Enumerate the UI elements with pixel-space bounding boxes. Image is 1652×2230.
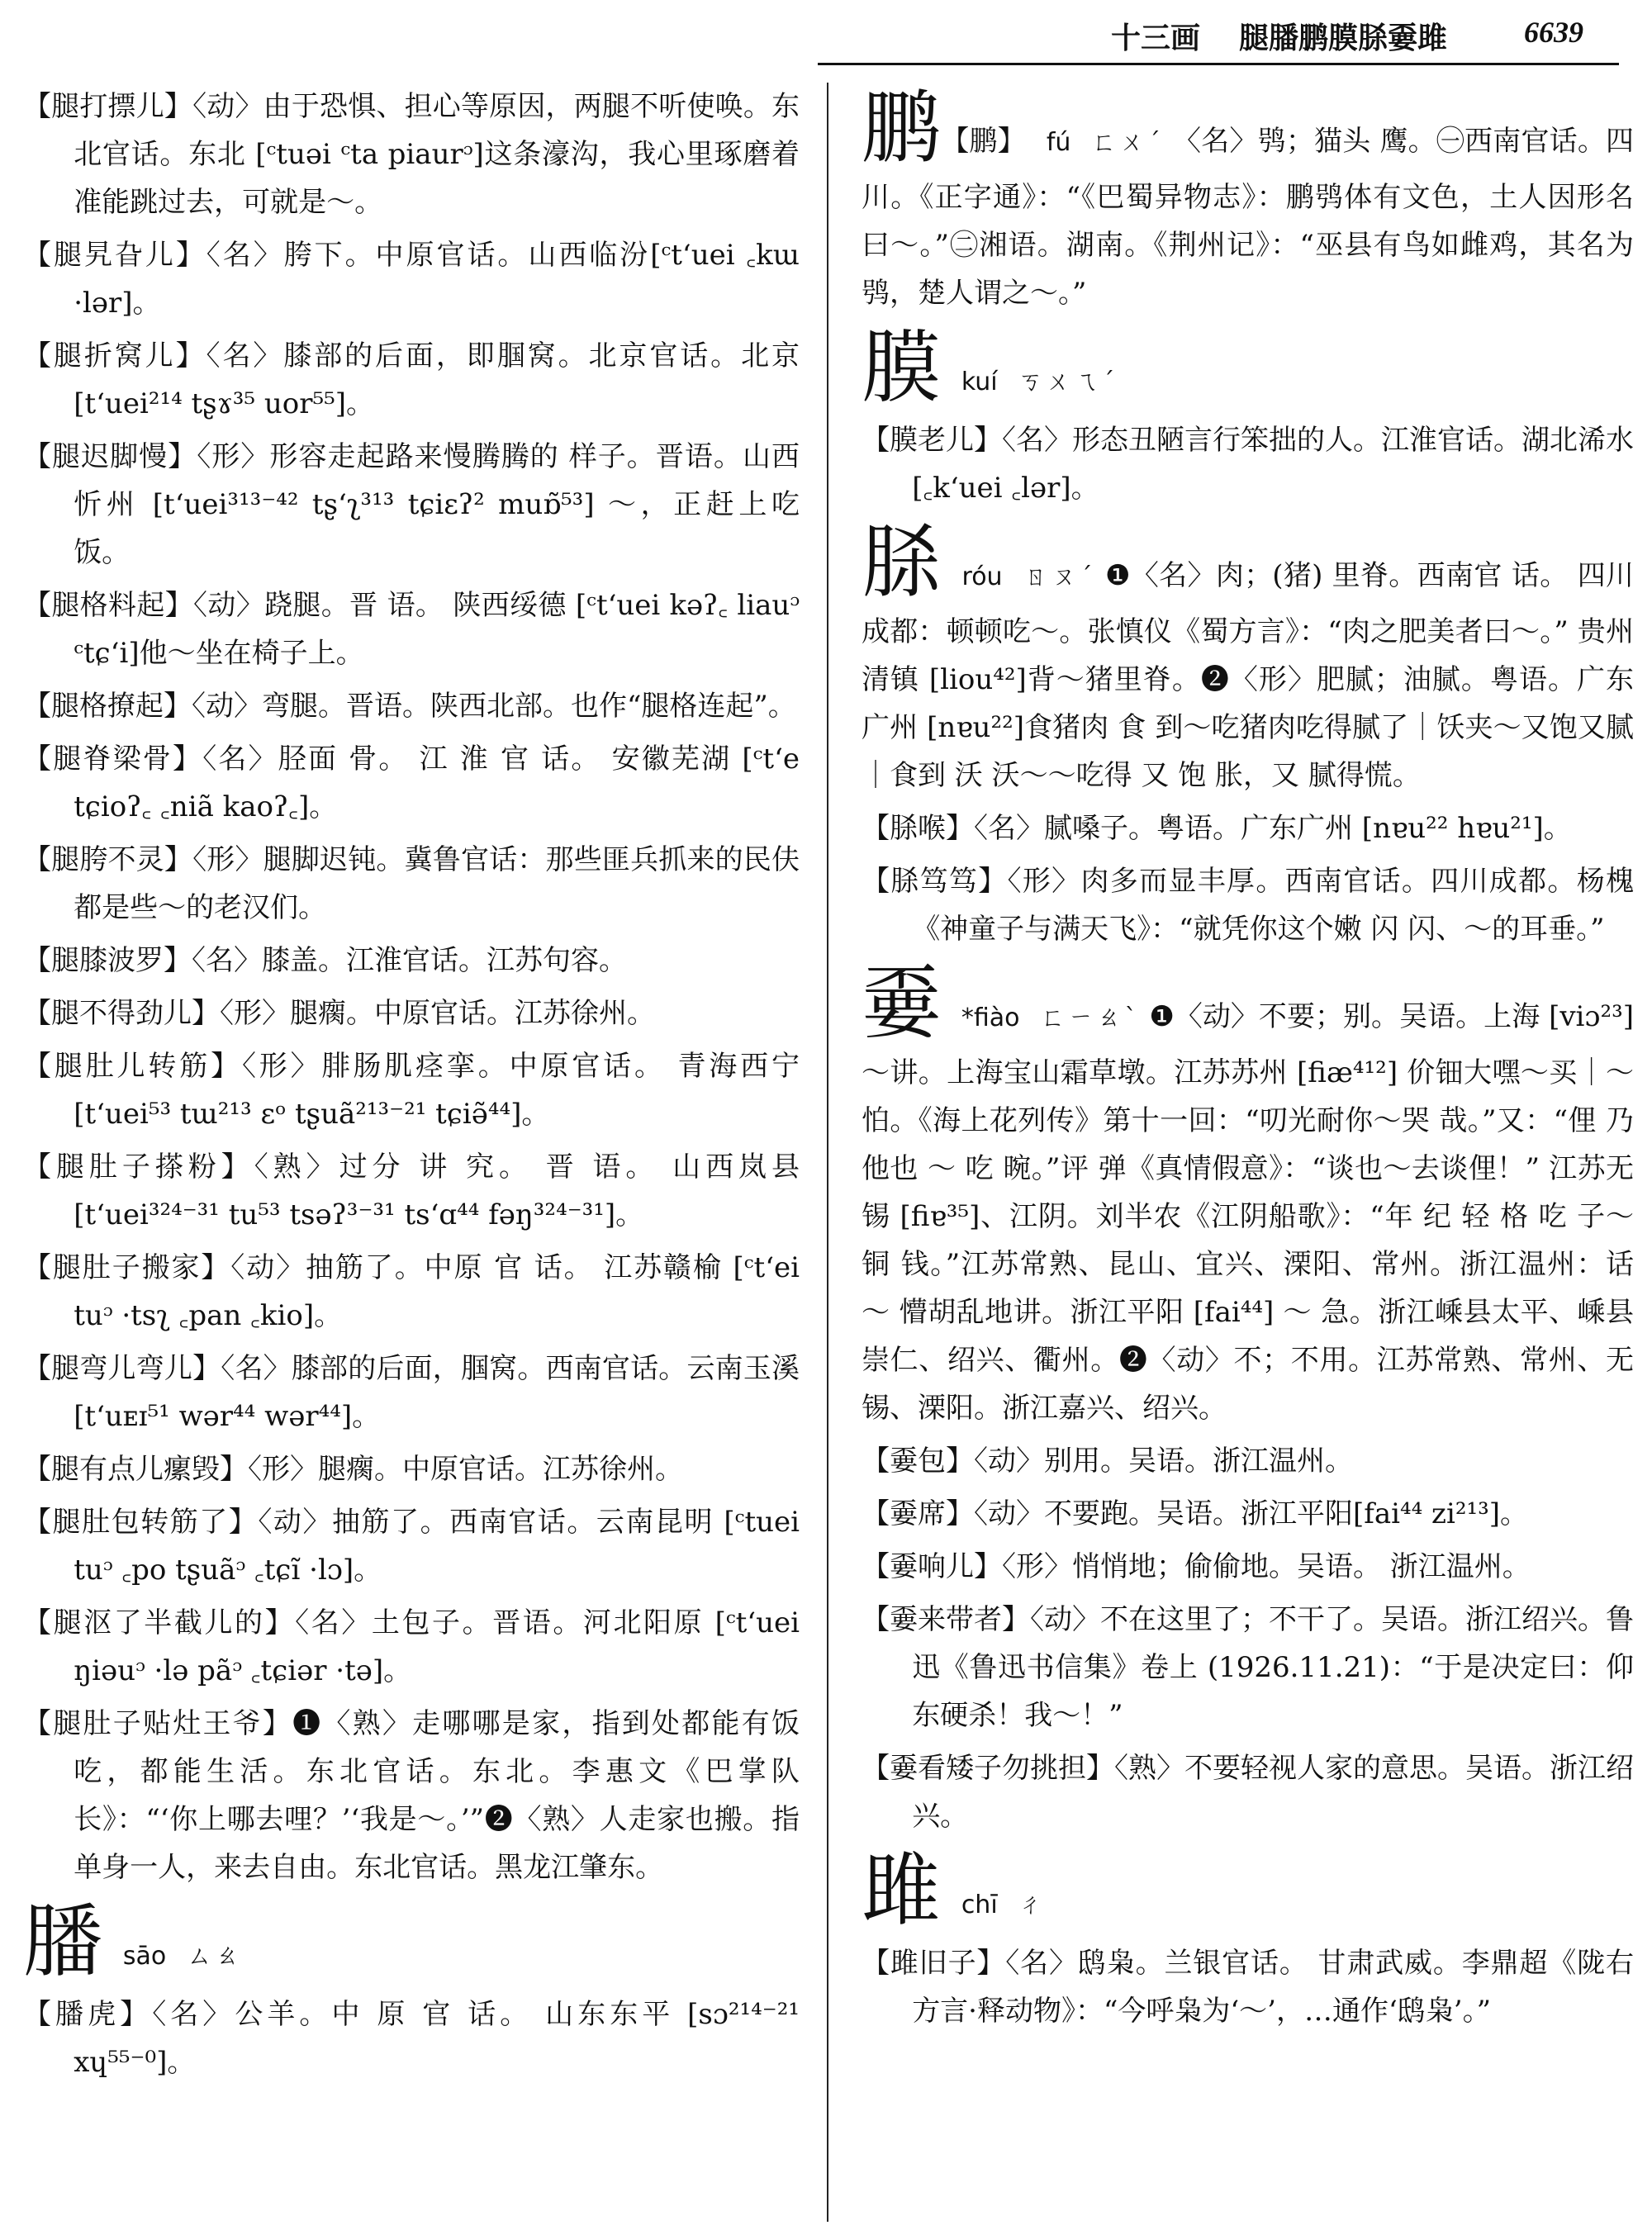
headchar-entry-fiao	[862, 958, 1634, 1432]
peng-label: 【鹏】	[941, 125, 1026, 158]
entry-definition: ❶〈熟〉走哪哪是家，指到处都能有饭吃，都能生活。东北官话。东北。李惠文《巴掌队长》：“‘你上哪去哩？’‘我是～。’”❷〈熟〉人走家也搬。指单身一人，来去自由。东北官话。黑龙江肇东。	[74, 1707, 800, 1884]
dictionary-entry	[23, 1345, 800, 1440]
entry-headword: 【腿肚子搬家】	[23, 1251, 231, 1284]
entry-definition: 〈名〉胫面 骨。 江 淮 官 话。 安徽芜湖 [ᶜtʻe tɕioʔ꜀ ꜀niã kaoʔ꜀]。	[74, 743, 800, 823]
entry-definition: 〈形〉形容走起路来慢腾腾的 样子。晋语。山西忻州 [tʻuei³¹³⁻⁴² tʂʻʅ³¹³ tɕiɛʔ² muɒ̃⁵³] ～，正赶上吃饭。	[74, 440, 800, 569]
dictionary-entry	[23, 1599, 800, 1695]
pinyin-sao: sāo	[122, 1942, 167, 1971]
zhuyin-peng: ㄈㄨˊ	[1091, 128, 1165, 157]
headchar-rou: 脎	[862, 516, 942, 609]
entry-headword: 【膜老儿】	[862, 424, 1002, 457]
header-rule	[818, 63, 1619, 65]
entry-headword: 【膰虎】	[23, 1998, 153, 2031]
dictionary-entry	[862, 1744, 1634, 1840]
dictionary-entry	[862, 416, 1634, 512]
entry-definition: 〈熟〉不要轻视人家的意思。吴语。浙江绍兴。	[912, 1752, 1634, 1833]
entry-headword: 【腿旯旮儿】	[23, 239, 206, 272]
dictionary-entry	[23, 735, 800, 831]
peng-definition: 〈名〉鸮；猫头 鹰。㊀西南官话。四川。《正字通》：“《巴蜀异物志》：鹏鸮体有文色，土人因形名曰～。”㊁湘语。湖南。《荆州记》：“巫县有鸟如雌鸡，其名为鸮，楚人谓之～。”	[862, 125, 1634, 310]
dictionary-entry	[23, 332, 800, 428]
left-entry-list	[23, 83, 800, 1891]
pinyin-rou: róu	[961, 562, 1003, 591]
dictionary-entry	[23, 989, 800, 1037]
entry-definition: 〈形〉腿瘸。中原官话。江苏徐州。	[220, 997, 655, 1030]
entry-definition: 〈名〉膝部的后面，即腘窝。北京官话。北京 [tʻuei²¹⁴ tʂɤ³⁵ uor⁵⁵]。	[74, 339, 800, 420]
entry-headword: 【腿格撩起】	[23, 690, 192, 723]
rou-definition: ❶〈名〉肉；(猪) 里脊。西南官 话。 四川成都：顿顿吃～。张慎仪《蜀方言》：“肉之肥美者曰～。” 贵州清镇 [liou⁴²]背～猪里脊。❷〈形〉肥腻；油腻。粤语。广东广州 [nɐu²²]食猪肉 食 到～吃猪肉吃得腻了｜饫夹～又饱又腻｜食到 沃 沃～～吃得 又 饱 胀，又 腻得慌。	[862, 559, 1634, 792]
entry-definition: 〈动〉不要跑。吴语。浙江平阳[fai⁴⁴ zi²¹³]。	[974, 1497, 1529, 1530]
fiao-definition: ❶〈动〉不要；别。吴语。上海 [viɔ²³]～讲。上海宝山霜草墩。江苏苏州 [fiæ⁴¹²] 价钿大嘿～买｜～怕。《海上花列传》第十一回：“叨光耐你～哭 哉。”又：“俚 乃他也 ～ 吃 晼。”评 弹《真情假意》：“谈也～去谈俚！” 江苏无锡 [fiɐ³⁵]、江阴。刘半农《江阴船歌》：“年 纪 轻 格 吃 子～ 铜 钱。”江苏常熟、昆山、宜兴、溧阳、常州。浙江温州：话 ～ 懵胡乱地讲。浙江平阳 [fai⁴⁴] ～ 急。浙江嵊县太平、嵊县崇仁、绍兴、衢州。❷〈动〉不；不用。江苏常熟、常州、无锡、溧阳。浙江嘉兴、绍兴。	[862, 1000, 1634, 1425]
entry-definition: 〈形〉腿瘸。中原官话。江苏徐州。	[248, 1453, 683, 1486]
entry-headword: 【嫑来带者】	[862, 1603, 1030, 1636]
left-column	[23, 83, 800, 2222]
dictionary-entry	[862, 804, 1634, 852]
dictionary-entry	[23, 1143, 800, 1239]
page-number: 6639	[1524, 16, 1583, 49]
entry-headword: 【脎笃笃】	[862, 865, 1008, 898]
entry-definition: 〈熟〉过分 讲 究。 晋 语。 山西岚县 [tʻuei³²⁴⁻³¹ tu⁵³ tsəʔ³⁻³¹ tsʻɑ⁴⁴ fəŋ³²⁴⁻³¹]。	[74, 1151, 800, 1231]
entry-headword: 【腿弯儿弯儿】	[23, 1352, 221, 1385]
entry-definition: 〈名〉公羊。中 原 官 话。 山东东平 [sɔ²¹⁴⁻²¹ xɥ⁵⁵⁻⁰]。	[74, 1998, 800, 2079]
entry-headword: 【嫑响儿】	[862, 1550, 1002, 1583]
dictionary-entry	[23, 231, 800, 327]
entry-headword: 【嫑席】	[862, 1497, 974, 1530]
dictionary-entry	[23, 937, 800, 985]
entry-definition: 〈名〉胯下。中原官话。山西临汾[ᶜtʻuei ꜀kɯ ·lər]。	[74, 239, 800, 320]
dictionary-entry	[23, 682, 800, 730]
entry-headword: 【腿沤了半截儿的】	[23, 1606, 296, 1639]
pinyin-peng: fú	[1046, 128, 1071, 157]
entry-headword: 【腿打摽儿】	[23, 90, 193, 123]
dictionary-entry	[23, 581, 800, 677]
entry-definition: 〈形〉腓肠肌痉挛。中原官话。 青海西宁 [tʻuei⁵³ tɯ²¹³ ɛᵒ tʂuã²¹³⁻²¹ tɕiə̃⁴⁴]。	[74, 1050, 800, 1131]
dictionary-entry	[23, 83, 800, 226]
entry-headword: 【腿肚包转筋了】	[23, 1506, 259, 1539]
dictionary-entry	[23, 1700, 800, 1891]
headchar-chi: 雎	[862, 1844, 941, 1937]
dictionary-entry	[23, 1244, 800, 1340]
header-stroke-count: 十三画	[1111, 21, 1201, 55]
entry-definition: 〈动〉别用。吴语。浙江温州。	[974, 1445, 1353, 1478]
entry-definition: 〈名〉土包子。晋语。河北阳原 [ᶜtʻuei ŋiəuᵓ ·lə pãᵓ ꜀tɕiər ·tə]。	[74, 1606, 800, 1687]
dictionary-entry	[862, 857, 1634, 953]
entry-definition: 〈名〉鸱枭。兰银官话。 甘肃武威。李鼎超《陇右方言·释动物》：“今呼枭为‘～’，…通作‘鸱枭’。”	[912, 1947, 1634, 2028]
dictionary-entry	[862, 1596, 1634, 1739]
entry-definition: 〈形〉肉多而显丰厚。西南官话。四川成都。杨槐《神童子与满天飞》：“就凭你这个嫩 闪 闪、～的耳垂。”	[912, 865, 1634, 946]
entry-headword: 【腿肚子搽粉】	[23, 1151, 254, 1184]
headchar-peng: 鹏	[862, 83, 942, 174]
dictionary-entry	[862, 1939, 1634, 2035]
entry-headword: 【腿肚儿转筋】	[23, 1050, 242, 1083]
header-characters: 腿膰鹏膜脎嫑雎	[1239, 21, 1448, 55]
entry-headword: 【脎喉】	[862, 812, 974, 845]
dictionary-entry	[23, 1445, 800, 1493]
entry-headword: 【腿迟脚慢】	[23, 440, 197, 473]
entry-definition: 〈名〉膝盖。江淮官话。江苏句容。	[192, 944, 627, 977]
headchar-entry-peng	[862, 83, 1634, 317]
entry-definition: 〈动〉抽筋了。中原 官 话。 江苏赣榆 [ᶜtʻei tuᵓ ·tsʅ ꜀pan ꜀kio]。	[74, 1251, 800, 1332]
entry-definition: 〈名〉形态丑陋言行笨拙的人。江淮官话。湖北浠水 [꜀kʻuei ꜀lər]。	[912, 424, 1634, 505]
pinyin-chi: chī	[961, 1891, 998, 1919]
zhuyin-fiao: ㄈㄧㄠˋ	[1040, 1004, 1141, 1032]
headchar-fiao: 嫑	[862, 957, 942, 1050]
entry-definition: 〈动〉弯腿。晋语。陕西北部。也作“腿格连起”。	[192, 690, 796, 723]
column-divider	[827, 83, 828, 2222]
page-header	[0, 0, 1652, 68]
entry-definition: 〈形〉悄悄地；偷偷地。吴语。 浙江温州。	[1002, 1550, 1531, 1583]
headchar-block-kui	[862, 322, 1634, 413]
entry-definition: 〈名〉腻嗓子。粤语。广东广州 [nɐu²² hɐu²¹]。	[974, 812, 1572, 845]
entry-headword: 【腿折窝儿】	[23, 339, 206, 372]
entry-definition: 〈动〉由于恐惧、担心等原因，两腿不听使唤。东北官话。东北 [ᶜtuəi ᶜta piaurᵓ]这条濠沟，我心里琢磨着准能跳过去，可就是～。	[74, 90, 800, 219]
entry-definition: 〈动〉不在这里了；不干了。吴语。浙江绍兴。鲁迅《鲁迅书信集》卷上 (1926.11.21)：“于是决定曰：仰东硬杀！我～！”	[912, 1603, 1634, 1732]
headchar-block-sao	[23, 1896, 800, 1987]
entry-headword: 【腿肚子贴灶王爷】	[23, 1707, 293, 1740]
entry-headword: 【腿有点儿瘰毁】	[23, 1453, 248, 1486]
headchar-block-chi	[862, 1845, 1634, 1936]
dictionary-entry	[23, 1042, 800, 1138]
zhuyin-rou: ㄖㄡˊ	[1023, 562, 1096, 591]
pinyin-kui: kuí	[961, 368, 998, 396]
entry-headword: 【腿脊梁骨】	[23, 743, 203, 776]
headchar-sao: 膰	[23, 1896, 102, 1988]
dictionary-entry	[23, 433, 800, 576]
zhuyin-kui: ㄎㄨㄟˊ	[1018, 368, 1118, 396]
entry-headword: 【雎旧子】	[862, 1947, 1006, 1980]
dictionary-entry	[862, 1490, 1634, 1538]
entry-headword: 【腿不得劲儿】	[23, 997, 220, 1030]
entry-headword: 【腿胯不灵】	[23, 843, 193, 876]
headchar-entry-rou	[862, 517, 1634, 799]
dictionary-entry	[23, 1990, 800, 2086]
dictionary-entry	[23, 836, 800, 932]
zhuyin-sao: ㄙㄠ	[187, 1942, 243, 1971]
zhuyin-chi: ㄔ	[1018, 1891, 1047, 1919]
entry-headword: 【嫑看矮子勿挑担】	[862, 1752, 1114, 1785]
entry-definition: 〈形〉腿脚迟钝。冀鲁官话：那些匪兵抓来的民伕都是些～的老汉们。	[74, 843, 800, 924]
right-column	[862, 83, 1634, 2222]
entry-headword: 【嫑包】	[862, 1445, 974, 1478]
dictionary-entry	[862, 1543, 1634, 1591]
entry-definition: 〈动〉跷腿。晋 语。 陕西绥德 [ᶜtʻuei kəʔ꜀ liauᵓ ᶜtɕʻi]他～坐在椅子上。	[74, 589, 800, 670]
entry-headword: 【腿膝波罗】	[23, 944, 192, 977]
entry-definition: 〈名〉膝部的后面，腘窝。西南官话。云南玉溪 [tʻuᴇɪ⁵¹ wər⁴⁴ wər⁴⁴]。	[74, 1352, 800, 1433]
headchar-kui: 膜	[862, 321, 941, 414]
dictionary-entry	[862, 1437, 1634, 1485]
dictionary-entry	[23, 1498, 800, 1594]
entry-definition: 〈动〉抽筋了。西南官话。云南昆明 [ᶜtuei tuᵓ ꜀po tʂuãᵓ ꜀tɕĩ ·lɔ]。	[74, 1506, 800, 1587]
entry-headword: 【腿格料起】	[23, 589, 194, 622]
pinyin-fiao: *fiào	[961, 1004, 1020, 1032]
